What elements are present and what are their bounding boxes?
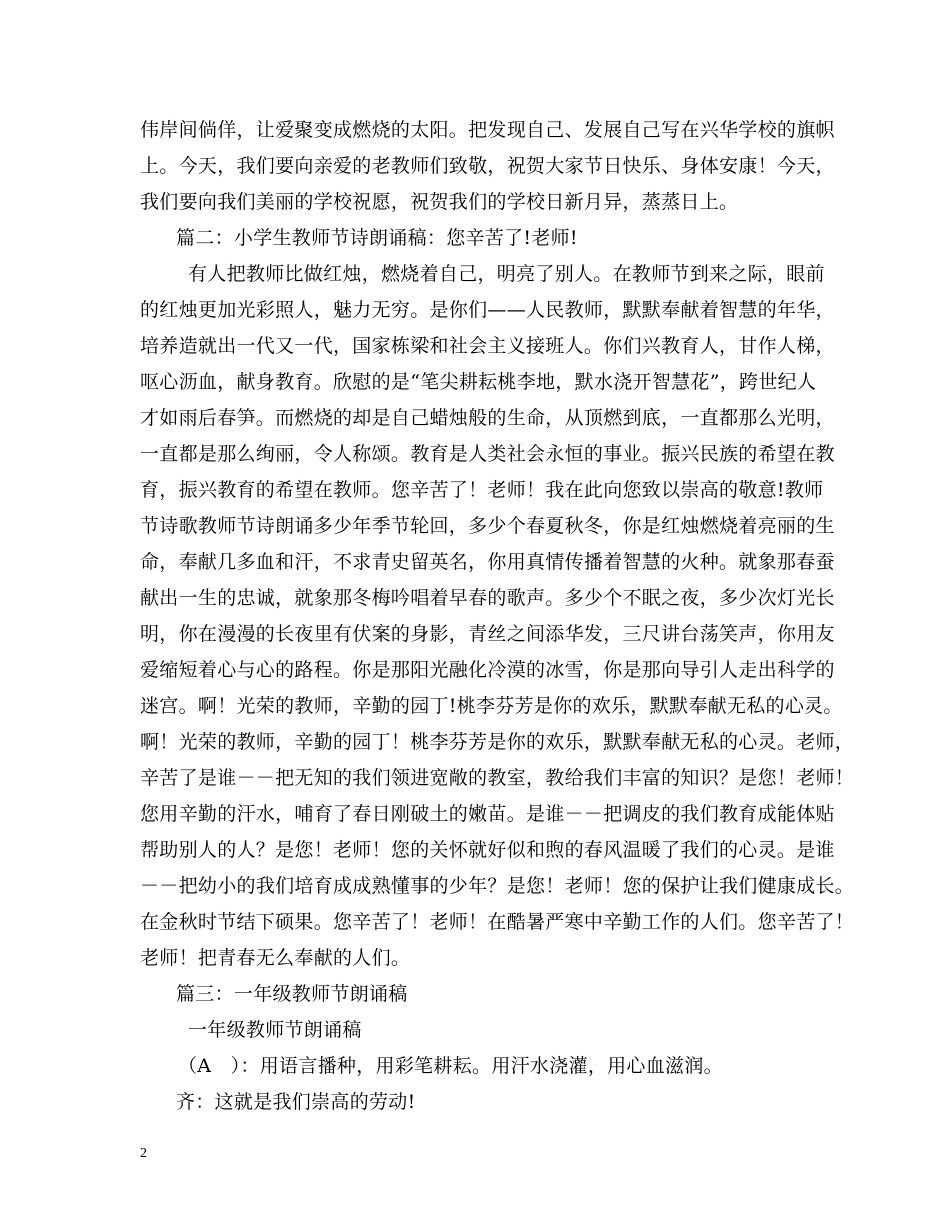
text-line: 献出一生的忠诚，就象那冬梅吟唱着早春的歌声。多少个不眠之夜，多少次灯光长 (140, 587, 835, 609)
text-line: 在金秋时节结下硕果。您辛苦了！老师！在酷暑严寒中辛勤工作的人们。您辛苦了！ (140, 911, 855, 933)
text-line: 命，奉献几多血和汗，不求青史留英名，你用真情传播着智慧的火种。就象那春蚕 (140, 551, 835, 573)
text-line: （A ）：用语言播种，用彩笔耕耘。用汗水浇灌，用心血滋润。 (178, 1055, 723, 1077)
body-text (140, 112, 855, 1120)
section-heading: 篇二：小学生教师节诗朗诵稿：您辛苦了!老师! (176, 227, 578, 249)
section-heading: 篇三：一年级教师节朗诵稿 (176, 983, 408, 1005)
text-line: 明，你在漫漫的长夜里有伏案的身影，青丝之间添华发，三尺讲台荡笑声，你用友 (140, 623, 835, 645)
text-line: 育，振兴教育的希望在教师。您辛苦了！老师！我在此向您致以崇高的敬意!教师 (140, 479, 824, 501)
text-line: 的红烛更加光彩照人，魅力无穷。是你们——人民教师，默默奉献着智慧的年华， (140, 299, 835, 321)
text-line: 我们要向我们美丽的学校祝愿，祝贺我们的学校日新月异，蒸蒸日上。 (140, 191, 739, 213)
text-line: 上。今天，我们要向亲爱的老教师们致敬，祝贺大家节日快乐、身体安康！今天， (140, 155, 835, 177)
text-line: 爱缩短着心与心的路程。你是那阳光融化冷漠的冰雪，你是那向导引人走出科学的 (140, 659, 835, 681)
text-line: 老师！把青春无么奉献的人们。 (140, 947, 411, 969)
text-line: 您用辛勤的汗水，哺育了春日刚破土的嫩苗。是谁－－把调皮的我们教育成能体贴 (140, 803, 835, 825)
text-line: 伟岸间倘佯，让爱聚变成燃烧的太阳。把发现自己、发展自己写在兴华学校的旗帜 (140, 119, 835, 141)
text-line: 呕心沥血，献身教育。欣慰的是“笔尖耕耘桃李地，默水浇开智慧花”，跨世纪人 (140, 371, 817, 393)
text-line: 培养造就出一代又一代，国家栋梁和社会主义接班人。你们兴教育人，甘作人梯， (140, 335, 835, 357)
text-line: 节诗歌教师节诗朗诵多少年季节轮回，多少个春夏秋冬，你是红烛燃烧着亮丽的生 (140, 515, 835, 537)
page-number: 2 (140, 1146, 147, 1161)
text-line: 齐：这就是我们崇高的劳动! (176, 1091, 416, 1113)
text-line: 才如雨后春笋。而燃烧的却是自己蜡烛般的生命，从顶燃到底，一直都那么光明， (140, 407, 835, 429)
text-line: 一直都是那么绚丽，令人称颂。教育是人类社会永恒的事业。振兴民族的希望在教 (140, 443, 835, 465)
text-line: 啊！光荣的教师，辛勤的园丁！桃李芬芳是你的欢乐，默默奉献无私的心灵。老师， (140, 731, 855, 753)
text-line: 辛苦了是谁－－把无知的我们领进宽敞的教室，教给我们丰富的知识？是您！老师！ (140, 767, 855, 789)
text-line: 一年级教师节朗诵稿 (188, 1019, 362, 1041)
text-line: 迷宫。啊！光荣的教师，辛勤的园丁!桃李芬芳是你的欢乐，默默奉献无私的心灵。 (140, 695, 843, 717)
text-line: 有人把教师比做红烛，燃烧着自己，明亮了别人。在教师节到来之际，眼前 (188, 263, 825, 285)
text-line: 帮助别人的人？是您！老师！您的关怀就好似和煦的春风温暖了我们的心灵。是谁 (140, 839, 835, 861)
text-line: －－把幼小的我们培育成成熟懂事的少年？是您！老师！您的保护让我们健康成长。 (140, 875, 855, 897)
